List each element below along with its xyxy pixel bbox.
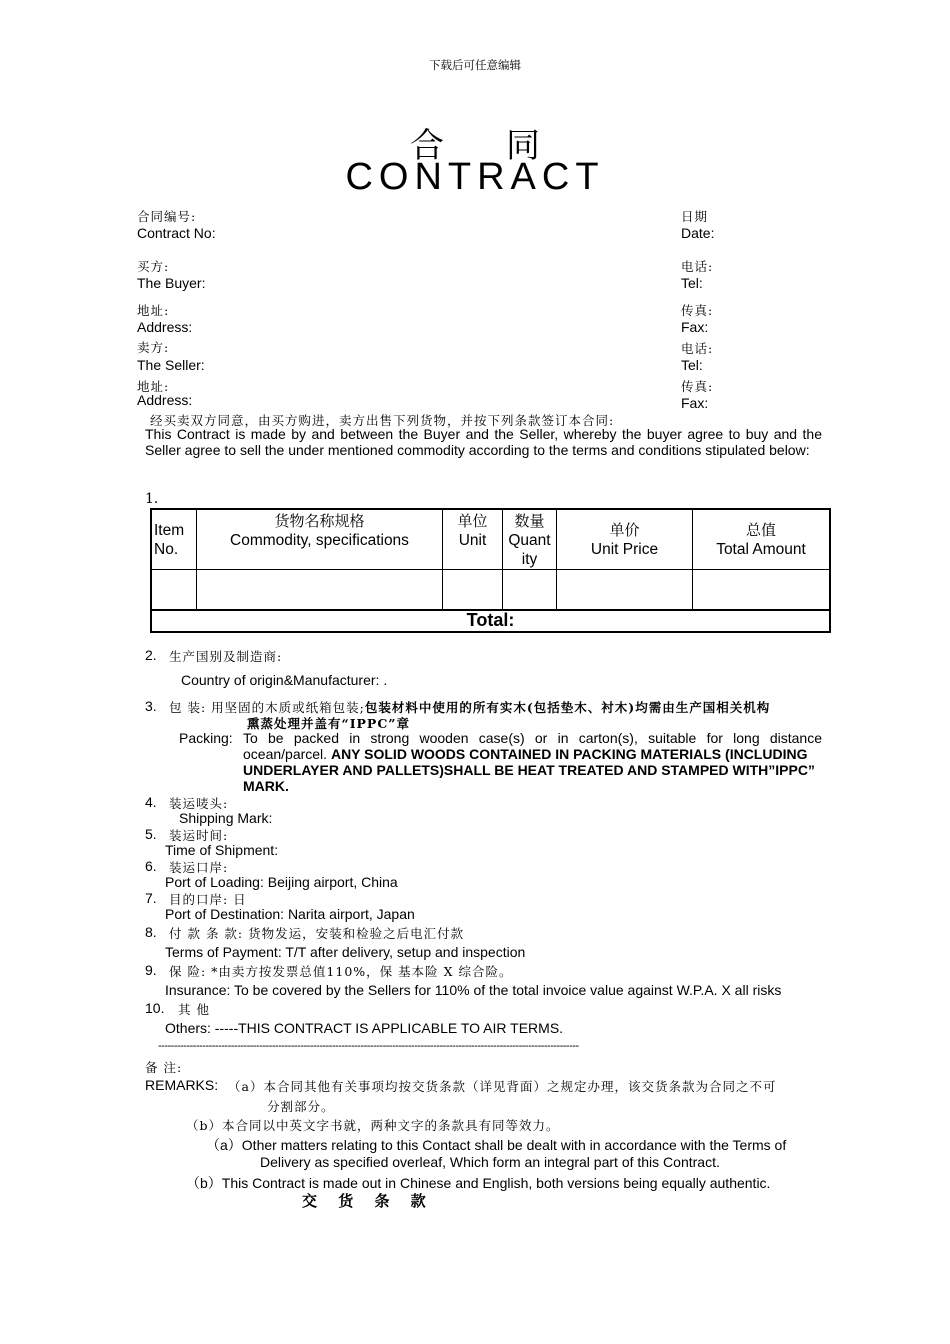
- clause-9-number: 9.: [145, 962, 157, 978]
- remarks-a-cn-line1: （a）本合同其他有关事项均按交货条款（详见背面）之规定办理，该交货条款为合同之不可: [228, 1079, 777, 1094]
- clause-4-en: Shipping Mark:: [179, 810, 273, 826]
- table-cell: [503, 570, 557, 610]
- header-unit-price-en: Unit Price: [590, 540, 659, 558]
- clause-7-cn: 目的口岸: 日: [169, 892, 247, 907]
- clause-3-cn-a: 包 装: 用坚固的木质或纸箱包装;: [169, 700, 365, 715]
- intro-chinese: 经买卖双方同意，由买方购进，卖方出售下列货物，并按下列条款签订本合同:: [150, 413, 615, 428]
- buyer-fax-label-cn: 传真:: [681, 303, 714, 318]
- seller-label-cn: 卖方:: [137, 340, 170, 355]
- clause-5-number: 5.: [145, 826, 157, 842]
- clause-3-number: 3.: [145, 698, 157, 714]
- header-total-amount-en: Total Amount: [716, 540, 806, 558]
- buyer-address-label-cn: 地址:: [137, 303, 170, 318]
- clause-3-en-b: [243, 746, 807, 762]
- remarks-a-en-line2: Delivery as specified overleaf, Which form an integral part of this Contract.: [260, 1154, 720, 1170]
- section-1-number: 1.: [145, 491, 159, 507]
- clause-10-number: 10.: [145, 1000, 165, 1016]
- buyer-tel-label-cn: 电话:: [681, 259, 714, 274]
- clause-4-number: 4.: [145, 794, 157, 810]
- header-total-amount: [693, 509, 831, 570]
- header-note: 下载后可任意编辑: [429, 58, 521, 72]
- remarks-label-cn: 备 注:: [145, 1060, 183, 1075]
- header-unit-price: [557, 509, 693, 570]
- clause-2-number: 2.: [145, 647, 157, 663]
- clause-3-en-c: UNDERLAYER AND PALLETS)SHALL BE HEAT TREATED AND STAMPED WITH”IPPC”: [243, 762, 815, 778]
- goods-table: [150, 508, 831, 633]
- seller-fax-label-cn: 传真:: [681, 379, 714, 394]
- clause-3-en-b-bold: ANY SOLID WOODS CONTAINED IN PACKING MATERIALS (INCLUDING: [330, 746, 808, 762]
- clause-2-en: Country of origin&Manufacturer: .: [181, 672, 388, 688]
- seller-address-label-cn: 地址:: [137, 379, 170, 394]
- header-unit: [443, 509, 503, 570]
- buyer-label-cn: 买方:: [137, 259, 170, 274]
- clause-3-cn-b: 包装材料中使用的所有实木(包括垫木、衬木)均需由生产国相关机构: [364, 700, 771, 715]
- remarks-label-en: REMARKS:: [145, 1077, 219, 1093]
- buyer-fax-label-en: Fax:: [681, 319, 709, 335]
- header-commodity: [197, 509, 443, 570]
- clause-6-cn: 装运口岸:: [169, 860, 229, 875]
- clause-6-number: 6.: [145, 858, 157, 874]
- remarks-b-cn: （b）本合同以中英文字书就，两种文字的条款具有同等效力。: [186, 1118, 560, 1133]
- clause-3-en-a: To be packed in strong wooden case(s) or in carton(s), suitable for long distance: [243, 730, 822, 746]
- intro-english: This Contract is made by and between the Buyer and the Seller, whereby the buyer agree to buy and the Seller agree to sell the under mentioned commodity according to the terms and conditions stipulated below:: [145, 426, 822, 458]
- header-total-amount-cn: 总值: [745, 520, 776, 539]
- buyer-address-label-en: Address:: [137, 319, 193, 335]
- date-label-en: Date:: [681, 225, 715, 241]
- header-commodity-cn: 货物名称规格: [274, 512, 365, 530]
- goods-table-header-row: [151, 509, 830, 570]
- clause-3-en-d: MARK.: [243, 778, 289, 794]
- title-chinese: 合同: [410, 126, 602, 166]
- clause-3-packing-label: Packing:: [179, 730, 233, 746]
- header-unit-price-cn: 单价: [609, 520, 640, 539]
- clause-6-en: Port of Loading: Beijing airport, China: [165, 874, 398, 890]
- clause-9-en: Insurance: To be covered by the Sellers for 110% of the total invoice value against W.P.A. X all risks: [165, 982, 782, 998]
- clause-8-cn: 付 款 条 款: 货物发运，安装和检验之后电汇付款: [169, 926, 465, 941]
- clause-7-number: 7.: [145, 890, 157, 906]
- table-cell: [443, 570, 503, 610]
- seller-tel-label-cn: 电话:: [681, 341, 714, 356]
- remarks-a-en-line1: （a）Other matters relating to this Contact shall be dealt with in accordance with the Terms of: [206, 1137, 787, 1153]
- remarks-b-en: （b）This Contract is made out in Chinese and English, both versions being equally authentic.: [186, 1175, 771, 1191]
- clause-8-en: Terms of Payment: T/T after delivery, setup and inspection: [165, 944, 526, 960]
- header-no-label: No.: [154, 540, 179, 558]
- seller-address-label-en: Address:: [137, 392, 193, 408]
- table-cell: [151, 570, 197, 610]
- clause-3-en-b-plain: ocean/parcel.: [243, 746, 328, 762]
- clause-4-cn: 装运唛头:: [169, 796, 229, 811]
- clause-10-en: Others: -----THIS CONTRACT IS APPLICABLE TO AIR TERMS.: [165, 1020, 564, 1036]
- header-item-no: [151, 509, 197, 570]
- contract-no-label-cn: 合同编号:: [137, 209, 197, 224]
- header-item-label: Item: [154, 521, 185, 539]
- header-commodity-en: Commodity, specifications: [230, 532, 409, 549]
- header-unit-en: Unit: [458, 532, 487, 549]
- total-row: [151, 610, 830, 632]
- clause-8-number: 8.: [145, 924, 157, 940]
- dashed-divider: -------------------------------------------------------------------------------------------------------------------------------------: [158, 1040, 579, 1052]
- buyer-tel-label-en: Tel:: [681, 275, 703, 291]
- clause-9-cn: 保 险: *由卖方按发票总值110%，保 基本险 X 综合险。: [169, 964, 513, 979]
- clause-2-cn: 生产国别及制造商:: [169, 649, 283, 664]
- table-cell: [197, 570, 443, 610]
- table-cell: [557, 570, 693, 610]
- clause-10-cn: 其 他: [178, 1002, 210, 1017]
- header-quantity: [503, 509, 557, 570]
- seller-tel-label-en: Tel:: [681, 357, 703, 373]
- seller-fax-label-en: Fax:: [681, 395, 709, 411]
- delivery-terms-title: 交 货 条 款: [302, 1192, 434, 1210]
- header-unit-cn: 单位: [457, 512, 488, 530]
- total-label: Total:: [151, 610, 830, 632]
- header-quantity-en: Quant ity: [508, 532, 551, 568]
- date-label-cn: 日期: [681, 209, 709, 224]
- remarks-a-cn-line2: 分割部分。: [267, 1099, 335, 1114]
- contract-no-label-en: Contract No:: [137, 225, 216, 241]
- table-cell: [693, 570, 831, 610]
- title-english: CONTRACT: [345, 156, 605, 198]
- clause-5-en: Time of Shipment:: [165, 842, 279, 858]
- clause-7-en: Port of Destination: Narita airport, Japan: [165, 906, 415, 922]
- clause-5-cn: 装运时间:: [169, 828, 229, 843]
- seller-label-en: The Seller:: [137, 357, 205, 373]
- buyer-label-en: The Buyer:: [137, 275, 206, 291]
- clause-3-cn-c: 熏蒸处理并盖有“IPPC”章: [247, 716, 410, 731]
- table-row: [151, 570, 830, 610]
- header-quantity-cn: 数量: [514, 512, 545, 530]
